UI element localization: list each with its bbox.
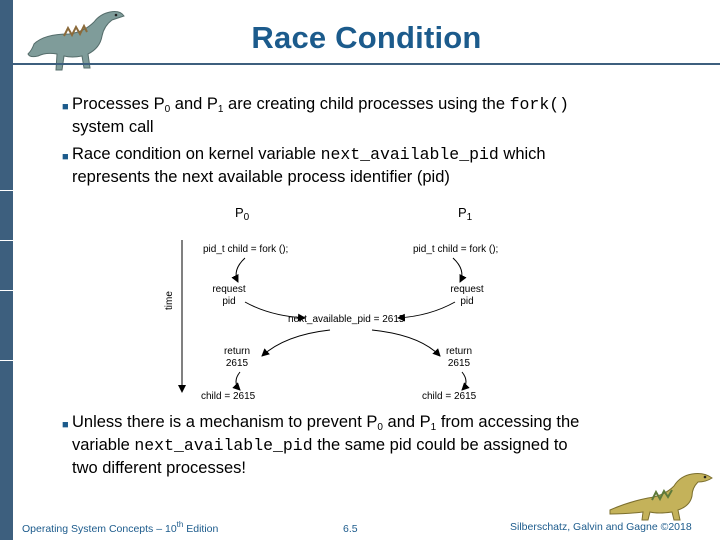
code-next-available-pid-2: next_available_pid: [134, 436, 313, 455]
footer-page-number: 6.5: [343, 523, 358, 535]
bullet-square-icon: ■: [62, 419, 69, 431]
p0-label: $P_0$: [235, 205, 250, 223]
code-fork: fork(): [509, 95, 570, 114]
time-label: time: [164, 291, 175, 310]
arrow-child-right: [462, 372, 466, 390]
dinosaur-footer-icon: [608, 462, 718, 522]
bullet-3: ■ Unless there is a mechanism to prevent $P_0$ and $P_1$ from accessing the variable next_available_pid the same pid could be assigned to two different processes!: [62, 413, 580, 477]
p1-label: $P_1$: [458, 205, 473, 223]
footer-right: Silberschatz, Galvin and Gagne ©2018: [510, 521, 692, 533]
request-right: request pid: [450, 284, 484, 307]
bullet-square-icon: ■: [62, 101, 69, 113]
bullet-1: ■ Processes $P_0$ and $P_1$ are creating child processes using the fork() system call: [62, 95, 570, 136]
bullet-2: ■ Race condition on kernel variable next_available_pid which represents the next available process identifier (pid): [62, 145, 546, 186]
arrow-return-left: [262, 330, 330, 356]
return-left: return 2615: [223, 346, 251, 369]
center-variable: next_available_pid = 2615: [288, 314, 405, 325]
child-left: child = 2615: [201, 391, 256, 402]
fork-right: pid_t child = fork ();: [413, 244, 499, 255]
request-left: request pid: [212, 284, 246, 307]
arrow-fork-left: [236, 258, 245, 282]
slide-title: Race Condition: [251, 20, 482, 55]
arrow-child-left: [236, 372, 240, 390]
fork-left: pid_t child = fork ();: [203, 244, 289, 255]
footer-left: Operating System Concepts – 10th Edition: [22, 520, 219, 535]
return-right: return 2615: [445, 346, 473, 369]
arrow-fork-right: [453, 258, 462, 282]
child-right: child = 2615: [422, 391, 477, 402]
bullet-square-icon: ■: [62, 151, 69, 163]
code-next-available-pid: next_available_pid: [320, 145, 499, 164]
arrow-return-right: [372, 330, 440, 356]
